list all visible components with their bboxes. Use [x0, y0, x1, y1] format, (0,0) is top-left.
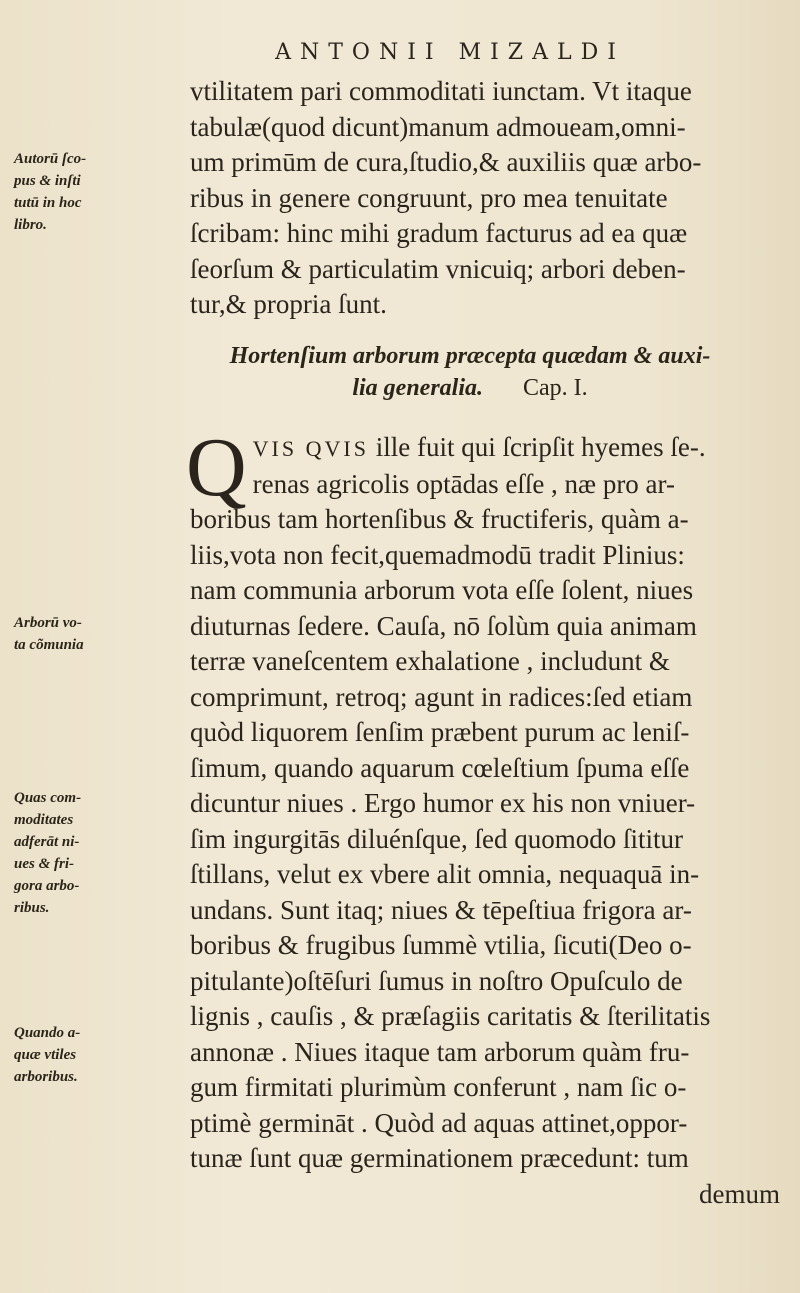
- text-line: boribus & frugibus ſummè vtilia, ſicuti(Deo o-: [190, 930, 692, 960]
- text-line: ſimum, quando aquarum cœleſtium ſpuma eſſe: [190, 752, 690, 783]
- text-line: pitulante)oſtēſuri ſumus in noſtro Opuſculo de: [190, 965, 683, 996]
- text-line: vtilitatem pari commoditati iunctam. Vt itaque: [190, 76, 692, 106]
- drop-cap: Q: [186, 421, 247, 514]
- text-line: ptimè germināt . Quòd ad aquas attinet,oppor-: [190, 1107, 688, 1138]
- heading-line-text: lia generalia.: [352, 375, 483, 401]
- margin-note-line: Quando a-: [14, 1025, 81, 1041]
- margin-note-line: ribus.: [14, 900, 50, 916]
- text-line: dicuntur niues . Ergo humor ex his non vniuer-: [190, 788, 696, 818]
- margin-note-line: ta cõmunia: [14, 637, 84, 653]
- margin-note-line: gora arbo-: [14, 878, 80, 894]
- running-title: ANTONII MIZALDI: [275, 40, 625, 65]
- text-line-rest: ille fuit qui ſcripſit hyemes ſe-.: [368, 432, 706, 462]
- text-line: annonæ . Niues itaque tam arborum quàm fru-: [190, 1036, 690, 1067]
- text-line: ſim ingurgitās diluénſque, ſed quomodo ſititur: [190, 823, 683, 854]
- smallcaps-text: VIS QVIS: [252, 436, 369, 461]
- text-line: um primūm de cura,ſtudio,& auxiliis quæ arbo-: [190, 147, 702, 177]
- chapter-heading: [190, 340, 750, 404]
- text-line: tabulæ(quod dicunt)manum admoueam,omni-: [190, 111, 686, 142]
- text-line: quòd liquorem ſenſim præbent purum ac leniſ-: [190, 717, 690, 747]
- margin-note-line: moditates: [14, 812, 74, 828]
- text-line: terræ vaneſcentem exhalatione , includunt &: [190, 646, 670, 676]
- margin-note-line: tutū in hoc: [14, 195, 82, 211]
- text-line: [190, 430, 780, 467]
- text-line: ſeorſum & particulatim vnicuiq; arbori deben-: [190, 253, 686, 284]
- text-line: diuturnas ſedere. Cauſa, nō ſolùm quia animam: [190, 610, 697, 641]
- text-line: boribus tam hortenſibus & fructiferis, quàm a-: [190, 504, 689, 534]
- text-line: lignis , cauſis , & præſagiis caritatis & ſterilitatis: [190, 1001, 711, 1031]
- margin-note-line: quæ vtiles: [14, 1047, 77, 1063]
- text-line: ſcribam: hinc mihi gradum facturus ad ea quæ: [190, 218, 688, 248]
- margin-note-common-wishes: [14, 612, 134, 656]
- margin-note-line: Quas com-: [14, 790, 82, 806]
- paragraph-chapter-one: [186, 421, 780, 1212]
- text-line: undans. Sunt itaq; niues & tēpeſtiua frigora ar-: [190, 894, 692, 925]
- chapter-number: Cap. I.: [523, 375, 588, 401]
- text-line: ſtillans, velut ex vbere alit omnia, nequaquā in-: [190, 859, 700, 889]
- margin-note-scope: [14, 148, 134, 236]
- text-line: tunæ ſunt quæ germinationem præcedunt: tum: [190, 1143, 689, 1173]
- margin-note-waters: [14, 1022, 134, 1088]
- text-line: renas agricolis optādas eſſe , næ pro ar-: [252, 468, 675, 499]
- margin-note-line: Autorū ſco-: [14, 151, 87, 167]
- text-line: ribus in genere congruunt, pro mea tenuitate: [190, 182, 668, 213]
- paragraph-intro: [190, 74, 780, 323]
- margin-note-benefits: [14, 787, 134, 919]
- margin-note-line: libro.: [14, 217, 47, 233]
- margin-note-line: ues & fri-: [14, 856, 74, 872]
- heading-line: Hortenſium arborum præcepta quædam & auxi-: [229, 343, 711, 369]
- margin-note-line: adferāt ni-: [14, 834, 80, 850]
- text-line: liis,vota non fecit,quemadmodū tradit Plinius:: [190, 539, 685, 570]
- heading-line: [190, 372, 750, 404]
- margin-note-line: arboribus.: [14, 1069, 78, 1085]
- margin-note-line: Arborū vo-: [14, 615, 82, 631]
- text-line: gum firmitati plurimùm conferunt , nam ſic o-: [190, 1072, 687, 1102]
- catchword: demum: [699, 1178, 780, 1209]
- text-line: tur,& propria ſunt.: [190, 289, 387, 319]
- text-line: nam communia arborum vota eſſe ſolent, niues: [190, 575, 694, 605]
- text-line: comprimunt, retroq; agunt in radices:ſed etiam: [190, 681, 693, 712]
- margin-note-line: pus & inſti: [14, 173, 81, 189]
